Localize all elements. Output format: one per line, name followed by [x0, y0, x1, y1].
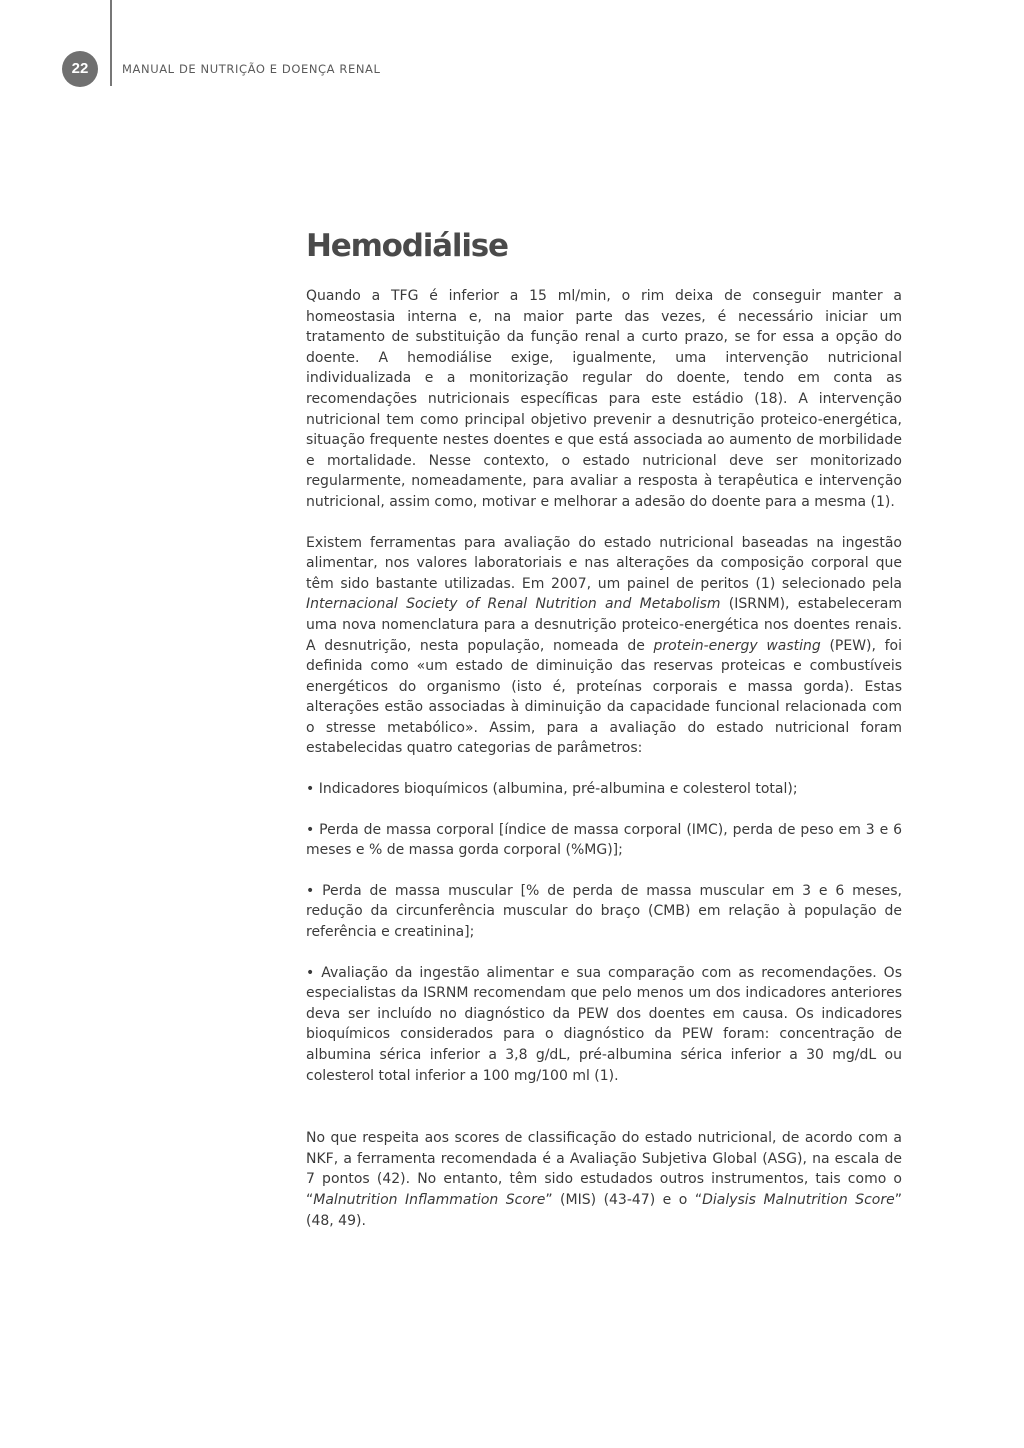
- text-span: No que respeita aos scores de classificação do estado nutricional, de acordo com a NKF, a ferramenta recomendada é a Avaliação Subjetiva Global (ASG), na escala de 7 pontos (42). No entanto, têm sido estudados outros instrumentos, tais como o “: [306, 1130, 902, 1208]
- bullet-item: • Indicadores bioquímicos (albumina, pré-albumina e colesterol total);: [306, 781, 798, 798]
- paragraph-scores: [306, 1128, 902, 1231]
- italic-span: Dialysis Malnutrition Score: [702, 1191, 895, 1208]
- article-body: [306, 222, 902, 1251]
- section-title: Hemodiálise: [306, 228, 508, 264]
- header-divider-line: [110, 0, 112, 86]
- paragraph-pew-definition: [306, 533, 902, 760]
- bullet-item: • Perda de massa muscular [% de perda de massa muscular em 3 e 6 meses, redução da circunferência muscular do braço (CMB) em relação à população de referência e creatinina];: [306, 882, 902, 941]
- page-number-badge: 22: [62, 51, 98, 87]
- italic-span: Internacional Society of Renal Nutrition and Metabolism: [306, 596, 721, 613]
- text-span: (PEW), foi definida como «um estado de diminuição das reservas proteicas e combustíveis energéticos do organismo (isto é, proteínas corporais e massa gorda). Estas alterações estão associadas à diminuição da capacidade funcional relacionada com o stresse metabólico». Assim, para a avaliação do estado nutricional foram estabelecidas quatro categorias de parâmetros:: [306, 637, 902, 757]
- running-title: MANUAL DE NUTRIÇÃO E DOENÇA RENAL: [122, 62, 381, 76]
- text-span: Existem ferramentas para avaliação do estado nutricional baseadas na ingestão alimentar, nos valores laboratoriais e nas alterações da composição corporal que têm sido bastante utilizadas. Em 2007, um painel de peritos (1) selecionado pela: [306, 534, 902, 592]
- bullet-item: • Perda de massa corporal [índice de massa corporal (IMC), perda de peso em 3 e 6 meses e % de massa gorda corporal (%MG)];: [306, 821, 902, 859]
- paragraph-intro: Quando a TFG é inferior a 15 ml/min, o rim deixa de conseguir manter a homeostasia interna e, na maior parte das vezes, é necessário iniciar um tratamento de substituição da função renal a curto prazo, se for essa a opção do doente. A hemodiálise exige, igualmente, uma intervenção nutricional individualizada e a monitorização regular do doente, tendo em conta as recomendações nutricionais específicas para este estádio (18). A intervenção nutricional tem como principal objetivo prevenir a desnutrição proteico-energética, situação frequente nestes doentes e que está associada ao aumento de morbilidade e mortalidade. Nesse contexto, o estado nutricional deve ser monitorizado regularmente, nomeadamente, para avaliar a resposta à terapêutica e intervenção nutricional, assim como, motivar e melhorar a adesão do doente para a mesma (1).: [306, 288, 902, 510]
- bullet-item: • Avaliação da ingestão alimentar e sua comparação com as recomendações. Os especialistas da ISRNM recomendam que pelo menos um dos indicadores anteriores deva ser incluído no diagnóstico da PEW dos doentes em causa. Os indicadores bioquímicos considerados para o diagnóstico da PEW foram: concentração de albumina sérica inferior a 3,8 g/dL, pré-albumina sérica inferior a 30 mg/dL ou colesterol total inferior a 100 mg/100 ml (1).: [306, 964, 902, 1084]
- italic-span: Malnutrition Inflammation Score: [313, 1191, 546, 1208]
- text-span: ” (MIS) (43-47) e o “: [545, 1191, 703, 1208]
- text-span: ” (48, 49).: [306, 1191, 902, 1229]
- text-span: (ISRNM), estabeleceram uma nova nomenclatura para a desnutrição proteico-energética nos doentes renais. A desnutrição, nesta população, nomeada de: [306, 596, 902, 654]
- italic-span: protein-energy wasting: [653, 637, 821, 654]
